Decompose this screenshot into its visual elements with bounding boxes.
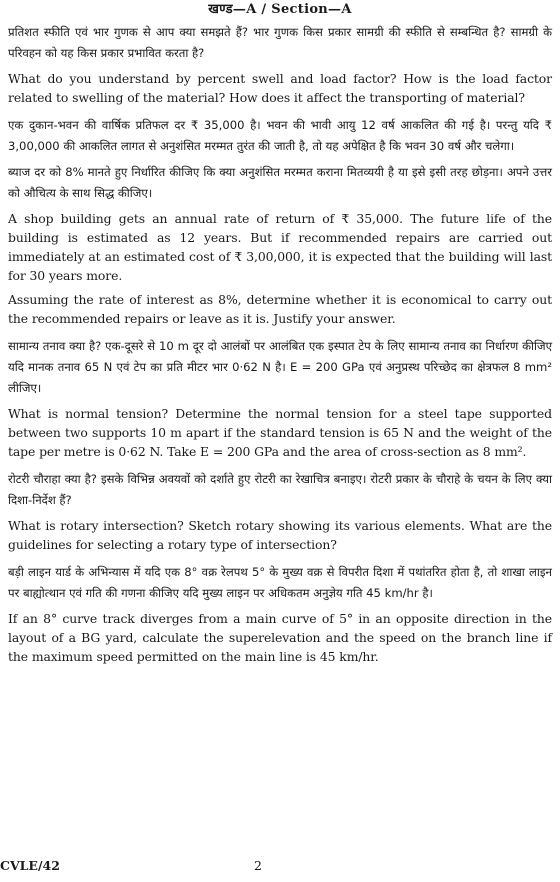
- question-4-english: What is rotary intersection? Sketch rotary showing its various elements. What are the guidelines for selecting a rotary type of intersection?: [8, 518, 552, 552]
- question-5-hindi: बड़ी लाइन यार्ड के अभिन्यास में यदि एक 8° वक्र रेलपथ 5° के मुख्य वक्र से विपरीत दिशा में पथांतरित होता है, तो शाखा लाइन पर बाह्योत्थान एवं गति की गणना कीजिए यदि मुख्य लाइन पर अधिकतम अनुज्ञेय गति 45 km/hr है।: [8, 565, 552, 600]
- question-1-hindi: प्रतिशत स्फीति एवं भार गुणक से आप क्या समझते हैं? भार गुणक किस प्रकार सामग्री की स्फीति से सम्बन्धित है? सामग्री के परिवहन को यह किस प्रकार प्रभावित करता है?: [8, 25, 552, 60]
- question-2-hindi-part-2: ब्याज दर को 8% मानते हुए निर्धारित कीजिए कि क्या अनुशंसित मरम्मत कराना मितव्ययी है या इसे इसी तरह छोड़ना। अपने उत्तर को औचित्य के साथ सिद्ध कीजिए।: [8, 165, 552, 200]
- question-2-hindi-part-1: एक दुकान-भवन की वार्षिक प्रतिफल दर ₹ 35,000 है। भवन की भावी आयु 12 वर्ष आकलित की गई है। परन्तु यदि ₹ 3,00,000 की आकलित लागत से अनुशंसित मरम्मत तुरंत की जाती है, तो यह अपेक्षित है कि भवन 30 वर्ष और चलेगा।: [8, 118, 552, 153]
- question-5-english: If an 8° curve track diverges from a main curve of 5° in an opposite direction in the layout of a BG yard, calculate the superelevation and the speed on the branch line if the maximum speed permitted on the main line is 45 km/hr.: [8, 611, 552, 664]
- question-3-hindi: सामान्य तनाव क्या है? एक-दूसरे से 10 m दूर दो आलंबों पर आलंबित एक इस्पात टेप के लिए सामान्य तनाव का निर्धारण कीजिए यदि मानक तनाव 65 N एवं टेप का प्रति मीटर भार 0·62 N है। E = 200 GPa एवं अनुप्रस्थ परिच्छेद का क्षेत्रफल 8 mm² लीजिए।: [8, 339, 552, 395]
- question-2-english-part-1: A shop building gets an annual rate of return of ₹ 35,000. The future life of the building is estimated as 12 years. But if recommended repairs are carried out immediately at an estimated cost of ₹ 3,00,000, it is expected that the building will last for 30 years more.: [8, 211, 552, 283]
- paper-code: CVLE/42: [0, 858, 60, 873]
- section-heading: खण्ड—A / Section—A: [208, 2, 352, 17]
- question-1-english: What do you understand by percent swell and load factor? How is the load factor related to swelling of the material? How does it affect the transporting of material?: [8, 71, 552, 105]
- question-2-english-part-2: Assuming the rate of interest as 8%, determine whether it is economical to carry out the recommended repairs or leave as it is. Justify your answer.: [8, 292, 552, 326]
- question-3-english: What is normal tension? Determine the normal tension for a steel tape supported between two supports 10 m apart if the standard tension is 65 N and the weight of the tape per metre is 0·62 N. Take E = 200 GPa and the area of cross-section as 8 mm².: [8, 406, 552, 459]
- page-number: 2: [254, 858, 262, 873]
- question-4-hindi: रोटरी चौराहा क्या है? इसके विभिन्न अवयवों को दर्शाते हुए रोटरी का रेखाचित्र बनाइए। रोटरी प्रकार के चौराहे के चयन के लिए क्या दिशा-निर्देश हैं?: [8, 472, 552, 507]
- page-footer: [0, 858, 560, 878]
